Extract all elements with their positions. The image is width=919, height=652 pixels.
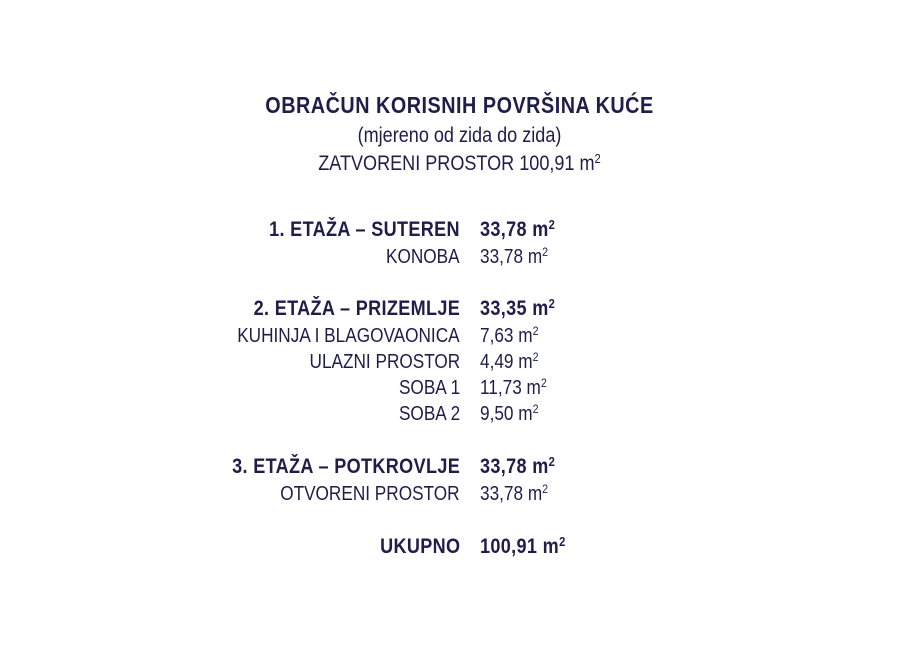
room-row-soba-1	[0, 375, 919, 401]
grand-total-label: UKUPNO	[379, 535, 460, 558]
page-subtitle: (mjereno od zida do zida)	[357, 124, 562, 147]
room-label: SOBA 2	[398, 403, 460, 425]
room-area: 33,78 $m^2$	[480, 482, 549, 505]
room-label: ULAZNI PROSTOR	[309, 351, 460, 373]
room-row-ulazni-prostor	[0, 349, 919, 375]
room-area: 7,63 $m^2$	[480, 324, 539, 347]
room-label: KUHINJA I BLAGOVAONICA	[237, 325, 460, 347]
grand-total-row	[0, 534, 919, 560]
section-heading-label: 3. ETAŽA – POTKROVLJE	[232, 455, 460, 478]
room-row-otvoreni-prostor	[0, 481, 919, 507]
room-area: 9,50 $m^2$	[480, 402, 539, 425]
room-label: SOBA 1	[398, 377, 460, 399]
room-area: 33,78 $m^2$	[480, 245, 549, 268]
section-heading-value: 33,78 $m^2$	[480, 453, 556, 478]
section-heading-label: 1. ETAŽA – SUTEREN	[269, 218, 460, 241]
section-heading-label: 2. ETAŽA – PRIZEMLJE	[253, 297, 460, 320]
section-heading-value: 33,35 $m^2$	[480, 295, 556, 320]
room-row-konoba	[0, 244, 919, 270]
room-area: 4,49 $m^2$	[480, 350, 539, 373]
section-heading-potkrovlje	[0, 454, 919, 480]
room-label: KONOBA	[386, 246, 460, 268]
section-heading-prizemlje	[0, 296, 919, 322]
closed-space-total: ZATVORENI PROSTOR 100,91 $m^2$	[318, 150, 601, 175]
room-row-kuhinja	[0, 323, 919, 349]
grand-total-value: 100,91 $m^2$	[480, 533, 566, 558]
room-row-soba-2	[0, 401, 919, 427]
section-heading-suteren	[0, 217, 919, 243]
section-heading-value: 33,78 $m^2$	[480, 216, 556, 241]
page-title: OBRAČUN KORISNIH POVRŠINA KUĆE	[265, 92, 654, 118]
room-area: 11,73 $m^2$	[480, 376, 547, 399]
room-label: OTVORENI PROSTOR	[280, 483, 460, 505]
